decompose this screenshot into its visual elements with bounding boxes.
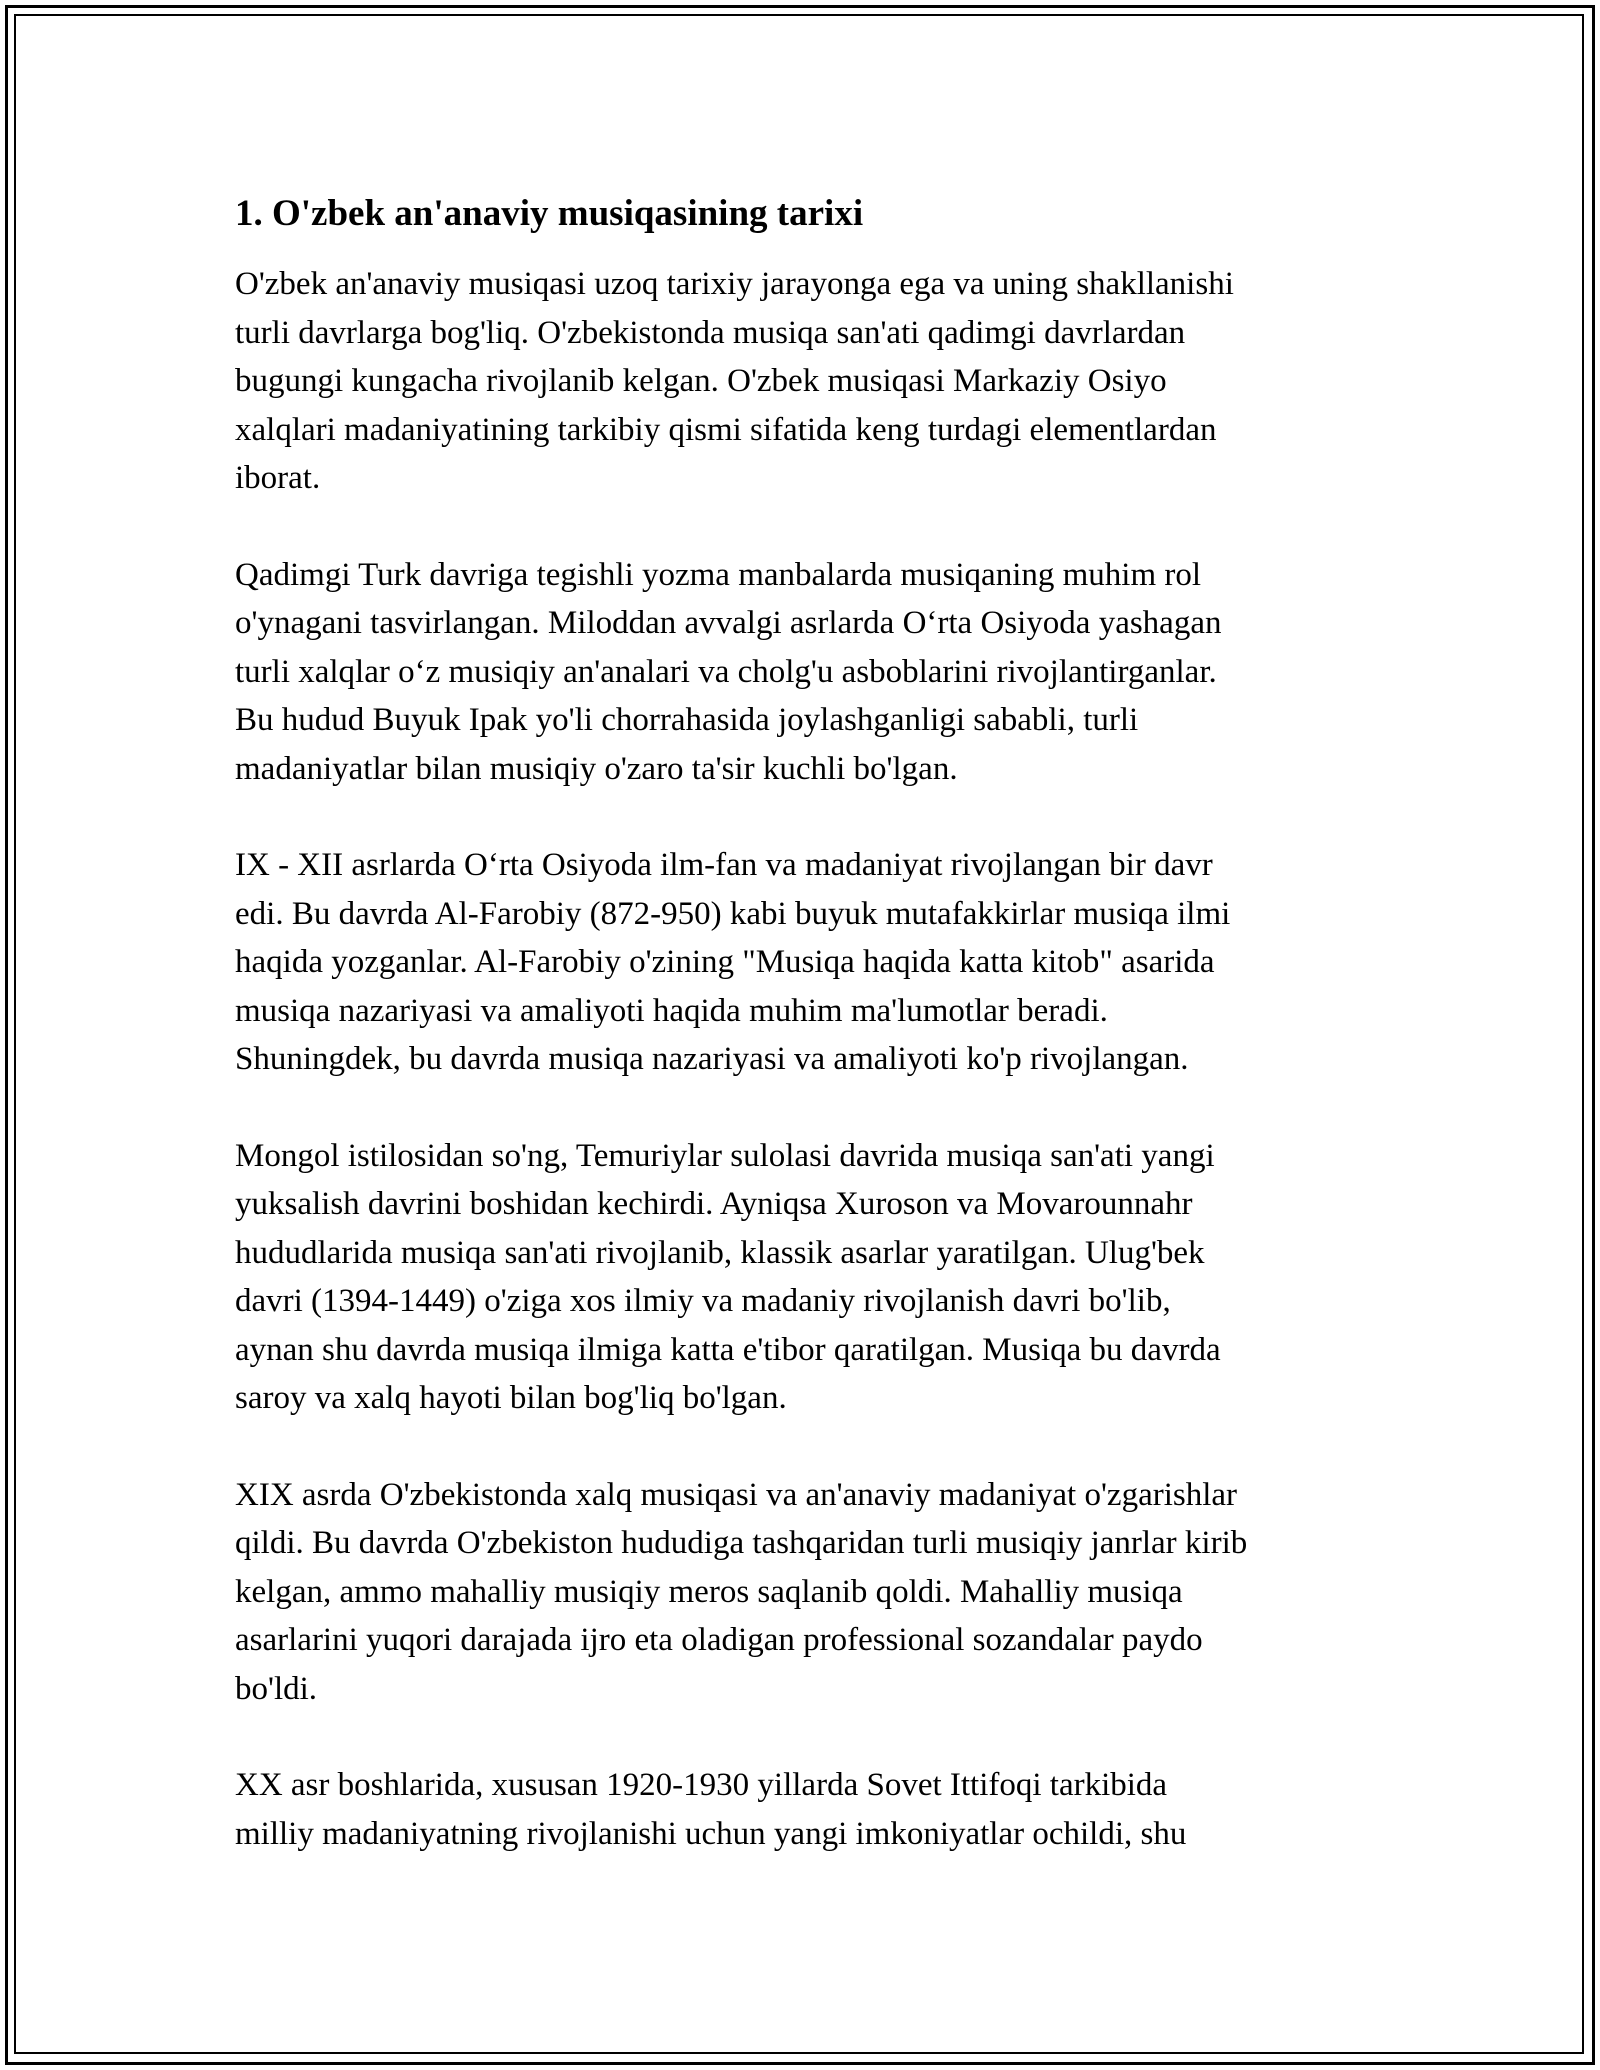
paragraph-4: Mongol istilosidan so'ng, Temuriylar sulolasi davrida musiqa san'ati yangi yuksalish davrini boshidan kechirdi. Ayniqsa Xuroson va Movarounnahr hududlarida musiqa san'ati rivojlanib, klassik asarlar yaratilgan. Ulug'bek davri (1394-1449) o'ziga xos ilmiy va madaniy rivojlanish davri bo'lib, aynan shu davrda musiqa ilmiga katta e'tibor qaratilgan. Musiqa bu davrda saroy va xalq hayoti bilan bog'liq bo'lgan. <box>235 1137 1221 1416</box>
paragraph-6: XX asr boshlarida, xususan 1920-1930 yillarda Sovet Ittifoqi tarkibida milliy madaniyatning rivojlanishi uchun yangi imkoniyatlar ochildi, shu <box>235 1767 1187 1852</box>
paragraph-2: Qadimgi Turk davriga tegishli yozma manbalarda musiqaning muhim rol o'ynagani tasvirlangan. Miloddan avvalgi asrlarda O‘rta Osiyoda yashagan turli xalqlar o‘z musiqiy an'analari va cholg'u asboblarini rivojlantirganlar. Bu hudud Buyuk Ipak yo'li chorrahasida joylashganligi sababli, turli madaniyatlar bilan musiqiy o'zaro ta'sir kuchli bo'lgan. <box>235 556 1222 787</box>
paragraph-3: IX - XII asrlarda O‘rta Osiyoda ilm-fan va madaniyat rivojlangan bir davr edi. Bu davrda Al-Farobiy (872-950) kabi buyuk mutafakkirlar musiqa ilmi haqida yozganlar. Al-Farobiy o'zining "Musiqa haqida katta kitob" asarida musiqa nazariyasi va amaliyoti haqida muhim ma'lumotlar beradi. Shuningdek, bu davrda musiqa nazariyasi va amaliyoti ko'p rivojlangan. <box>235 847 1231 1077</box>
paragraph-1: O'zbek an'anaviy musiqasi uzoq tarixiy jarayonga ega va uning shakllanishi turli davrlarga bog'liq. O'zbekistonda musiqa san'ati qadimgi davrlardan bugungi kungacha rivojlanib kelgan. O'zbek musiqasi Markaziy Osiyo xalqlari madaniyatining tarkibiy qismi sifatida keng turdagi elementlardan iborat. <box>235 266 1234 496</box>
paragraph-5: XIX asrda O'zbekistonda xalq musiqasi va an'anaviy madaniyat o'zgarishlar qildi. Bu davrda O'zbekiston hududiga tashqaridan turli musiqiy janrlar kirib kelgan, ammo mahalliy musiqiy meros saqlanib qoldi. Mahalliy musiqa asarlarini yuqori darajada ijro eta oladigan professional sozandalar paydo bo'ldi. <box>235 1476 1248 1707</box>
page-content <box>235 188 1365 1906</box>
section-title: 1. O'zbek an'anaviy musiqasining tarixi <box>235 193 864 234</box>
